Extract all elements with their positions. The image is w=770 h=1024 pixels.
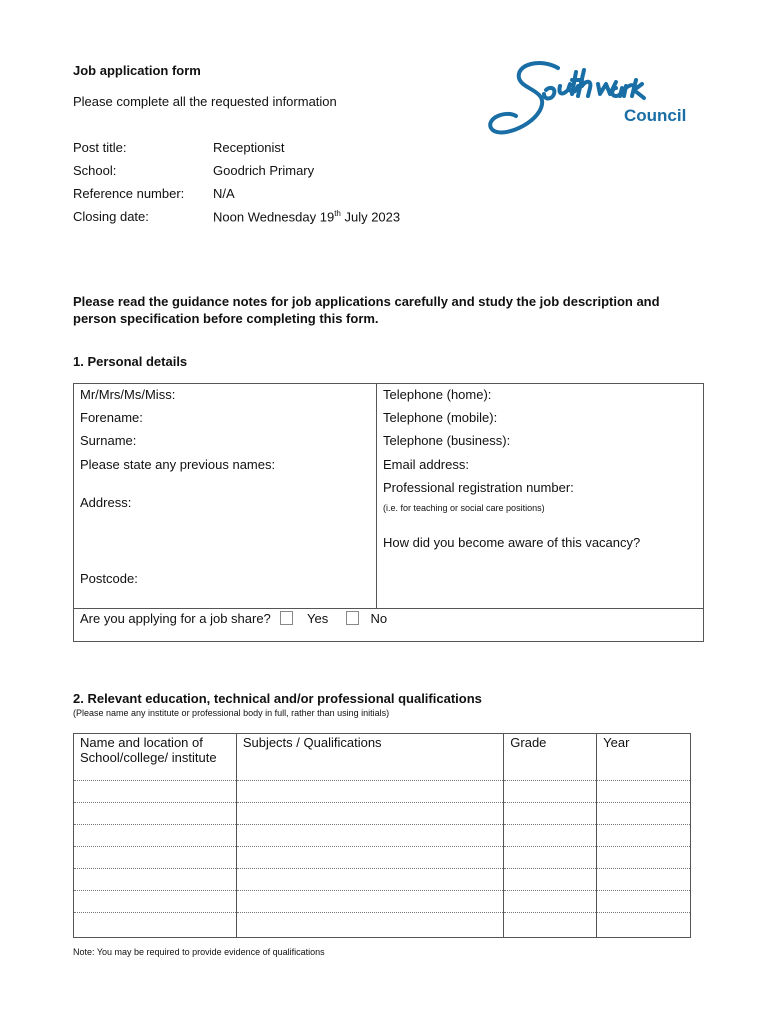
qualifications-note: Note: You may be required to provide evidence of qualifications <box>73 947 325 957</box>
form-title: Job application form <box>73 63 201 78</box>
email-label: Email address: <box>383 457 469 472</box>
tel-business-label: Telephone (business): <box>383 433 511 448</box>
prof-reg-label: Professional registration number: <box>383 480 574 495</box>
job-share-yes-label: Yes <box>307 611 329 626</box>
prof-reg-note: (i.e. for teaching or social care positions) <box>383 503 545 513</box>
table-row[interactable] <box>74 847 691 869</box>
table-row[interactable] <box>74 869 691 891</box>
reference-value: N/A <box>213 186 235 201</box>
instruction-text: Please complete all the requested information <box>73 94 337 109</box>
table-row[interactable] <box>74 913 691 938</box>
closing-date-label: Closing date: <box>73 209 149 224</box>
col-institute: Name and location of School/college/ institute <box>74 734 237 781</box>
table-row[interactable] <box>74 825 691 847</box>
previous-names-label: Please state any previous names: <box>80 457 276 472</box>
table-row[interactable] <box>74 891 691 913</box>
qualifications-heading: 2. Relevant education, technical and/or professional qualifications <box>73 691 482 706</box>
reference-label: Reference number: <box>73 186 185 201</box>
table-row[interactable] <box>74 781 691 803</box>
surname-field-label: Surname: <box>80 433 137 448</box>
tel-mobile-label: Telephone (mobile): <box>383 410 498 425</box>
job-share-row <box>80 611 387 626</box>
personal-details-box <box>73 383 704 642</box>
col-grade: Grade <box>504 734 597 781</box>
qualifications-subheading: (Please name any institute or professional body in full, rather than using initials) <box>73 708 390 718</box>
table-row[interactable] <box>74 803 691 825</box>
col-year: Year <box>597 734 691 781</box>
job-share-question: Are you applying for a job share? <box>80 611 271 626</box>
title-field-label: Mr/Mrs/Ms/Miss: <box>80 387 176 402</box>
job-share-no-checkbox[interactable] <box>346 611 359 625</box>
school-value: Goodrich Primary <box>213 163 315 178</box>
job-share-no-label: No <box>370 611 388 626</box>
closing-date-value: Noon Wednesday 19th July 2023 <box>213 209 401 225</box>
guidance-note: Please read the guidance notes for job applications carefully and study the job description and person specification before completing this form. <box>73 294 660 326</box>
school-label: School: <box>73 163 117 178</box>
postcode-field-label: Postcode: <box>80 571 138 586</box>
post-title-label: Post title: <box>73 140 127 155</box>
job-share-yes-checkbox[interactable] <box>280 611 293 625</box>
address-field-label: Address: <box>80 495 132 510</box>
southwark-script-mark <box>486 50 696 145</box>
qualifications-table <box>73 733 691 938</box>
southwark-logo <box>486 50 696 145</box>
post-title-value: Receptionist <box>213 140 285 155</box>
forename-field-label: Forename: <box>80 410 143 425</box>
logo-council-text: Council <box>624 106 687 125</box>
col-subjects: Subjects / Qualifications <box>236 734 503 781</box>
personal-details-heading: 1. Personal details <box>73 354 188 369</box>
tel-home-label: Telephone (home): <box>383 387 492 402</box>
vacancy-source-label: How did you become aware of this vacancy? <box>383 535 641 550</box>
